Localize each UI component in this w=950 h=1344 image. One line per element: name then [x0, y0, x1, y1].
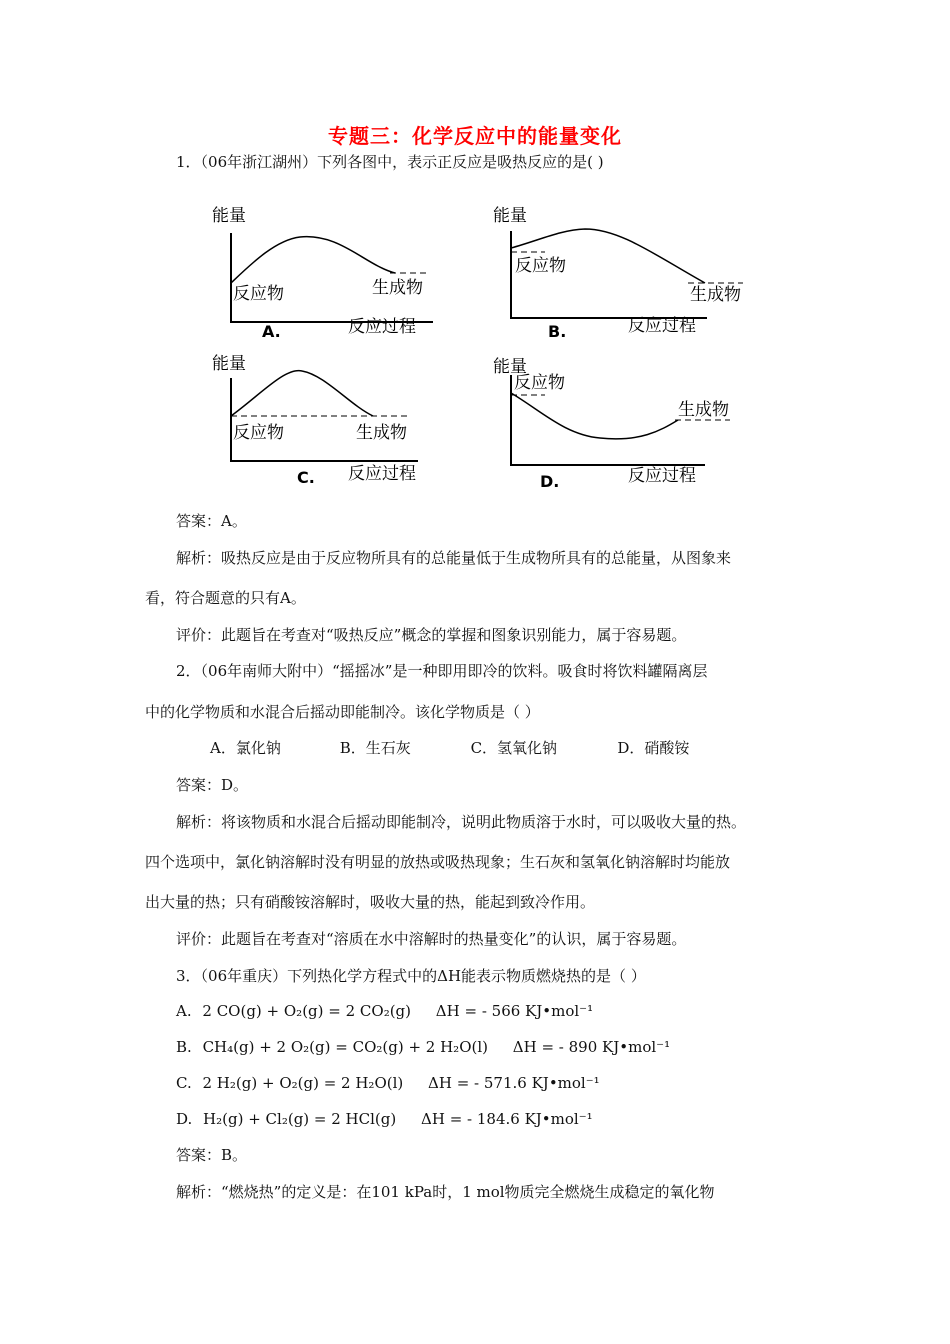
question-3-stem: 3．（06年重庆）下列热化学方程式中的ΔH能表示物质燃烧热的是（ ）: [176, 967, 646, 985]
question-2-stem-line-1: 2．（06年南师大附中）“摇摇冰”是一种即用即冷的饮料。吸食时将饮料罐隔离层: [176, 662, 708, 680]
panel-b-energy-label: 能量: [493, 206, 527, 226]
energy-diagrams-figure: [200, 195, 760, 495]
panel-d-tag: D.: [540, 472, 560, 491]
option-c-label: C.: [176, 1074, 192, 1092]
question-1-comment: 评价：此题旨在考查对“吸热反应”概念的掌握和图象识别能力，属于容易题。: [176, 626, 687, 644]
question-2-analysis-line-1: 解析：将该物质和水混合后摇动即能制冷，说明此物质溶于水时，可以吸收大量的热。: [176, 813, 747, 831]
panel-b-reactant-label: 反应物: [515, 256, 566, 276]
panel-d-energy-label: 能量: [493, 357, 527, 377]
question-2-options: [210, 738, 689, 758]
diagram-panel-d: [493, 357, 730, 491]
panel-d-reactant-label: 反应物: [514, 373, 565, 393]
panel-b-process-label: 反应过程: [628, 316, 696, 336]
question-3-answer: 答案：B。: [176, 1146, 248, 1164]
diagram-panel-c: [212, 354, 418, 487]
question-2-answer: 答案：D。: [176, 776, 249, 794]
panel-d-curve: [511, 393, 678, 439]
option-b-label: B.: [176, 1038, 192, 1056]
panel-c-energy-label: 能量: [212, 354, 246, 374]
question-2-option-a: A．氯化钠: [210, 739, 281, 757]
option-d-label: D.: [176, 1110, 193, 1128]
panel-a-process-label: 反应过程: [348, 317, 416, 337]
question-2-comment: 评价：此题旨在考查对“溶质在水中溶解时的热量变化”的认识，属于容易题。: [176, 930, 687, 948]
option-c-enthalpy: ΔH = - 571.6 KJ•mol⁻¹: [428, 1074, 600, 1092]
question-3-analysis-line-1: 解析：“燃烧热”的定义是：在101 kPa时，1 mol物质完全燃烧生成稳定的氧化物: [176, 1183, 715, 1201]
page-title: 专题三：化学反应中的能量变化: [328, 124, 622, 148]
option-a-equation: 2 CO(g) + O₂(g) = 2 CO₂(g): [202, 1002, 412, 1020]
question-2-analysis-line-3: 出大量的热；只有硝酸铵溶解时，吸收大量的热，能起到致冷作用。: [145, 893, 596, 911]
panel-a-energy-label: 能量: [212, 206, 246, 226]
question-2-analysis-line-2: 四个选项中，氯化钠溶解时没有明显的放热或吸热现象；生石灰和氢氧化钠溶解时均能放: [145, 853, 731, 871]
question-3-option-c: [176, 1073, 600, 1093]
question-1-analysis-line-1: 解析：吸热反应是由于反应物所具有的总能量低于生成物所具有的总能量，从图象来: [176, 549, 732, 567]
question-2-stem-line-2: 中的化学物质和水混合后摇动即能制冷。该化学物质是（ ）: [145, 703, 540, 721]
question-2-option-d: D．硝酸铵: [617, 739, 690, 757]
question-2-option-b: B．生石灰: [339, 739, 411, 757]
panel-c-tag: C.: [297, 468, 315, 487]
option-b-enthalpy: ΔH = - 890 KJ•mol⁻¹: [512, 1038, 671, 1056]
panel-d-process-label: 反应过程: [628, 466, 696, 486]
panel-b-product-label: 生成物: [690, 285, 741, 305]
question-2-option-c: C．氢氧化钠: [470, 739, 558, 757]
option-b-equation: CH₄(g) + 2 O₂(g) = CO₂(g) + 2 H₂O(l): [202, 1038, 488, 1056]
panel-a-curve: [231, 237, 395, 283]
panel-c-curve: [231, 371, 373, 416]
panel-a-product-label: 生成物: [372, 278, 423, 298]
question-3-option-d: [176, 1109, 593, 1129]
diagram-panel-b: [493, 206, 743, 341]
panel-c-product-label: 生成物: [356, 423, 407, 443]
panel-c-process-label: 反应过程: [348, 464, 416, 484]
question-1-answer: 答案：A。: [176, 512, 247, 530]
diagram-panel-a: [212, 206, 433, 341]
panel-a-reactant-label: 反应物: [233, 284, 284, 304]
option-a-label: A.: [176, 1002, 192, 1020]
option-d-enthalpy: ΔH = - 184.6 KJ•mol⁻¹: [421, 1110, 593, 1128]
panel-d-product-label: 生成物: [678, 400, 729, 420]
panel-b-tag: B.: [548, 322, 567, 341]
question-1-analysis-line-2: 看，符合题意的只有A。: [145, 589, 306, 607]
option-c-equation: 2 H₂(g) + O₂(g) = 2 H₂O(l): [202, 1074, 404, 1092]
panel-c-axes: [231, 378, 418, 461]
option-a-enthalpy: ΔH = - 566 KJ•mol⁻¹: [435, 1002, 594, 1020]
panel-a-tag: A.: [262, 322, 281, 341]
option-d-equation: H₂(g) + Cl₂(g) = 2 HCl(g): [203, 1110, 397, 1128]
question-3-option-a: [176, 1001, 593, 1021]
question-1-stem: 1．（06年浙江湖州）下列各图中，表示正反应是吸热反应的是( ): [176, 153, 604, 171]
question-3-option-b: [176, 1037, 670, 1057]
panel-c-reactant-label: 反应物: [233, 423, 284, 443]
